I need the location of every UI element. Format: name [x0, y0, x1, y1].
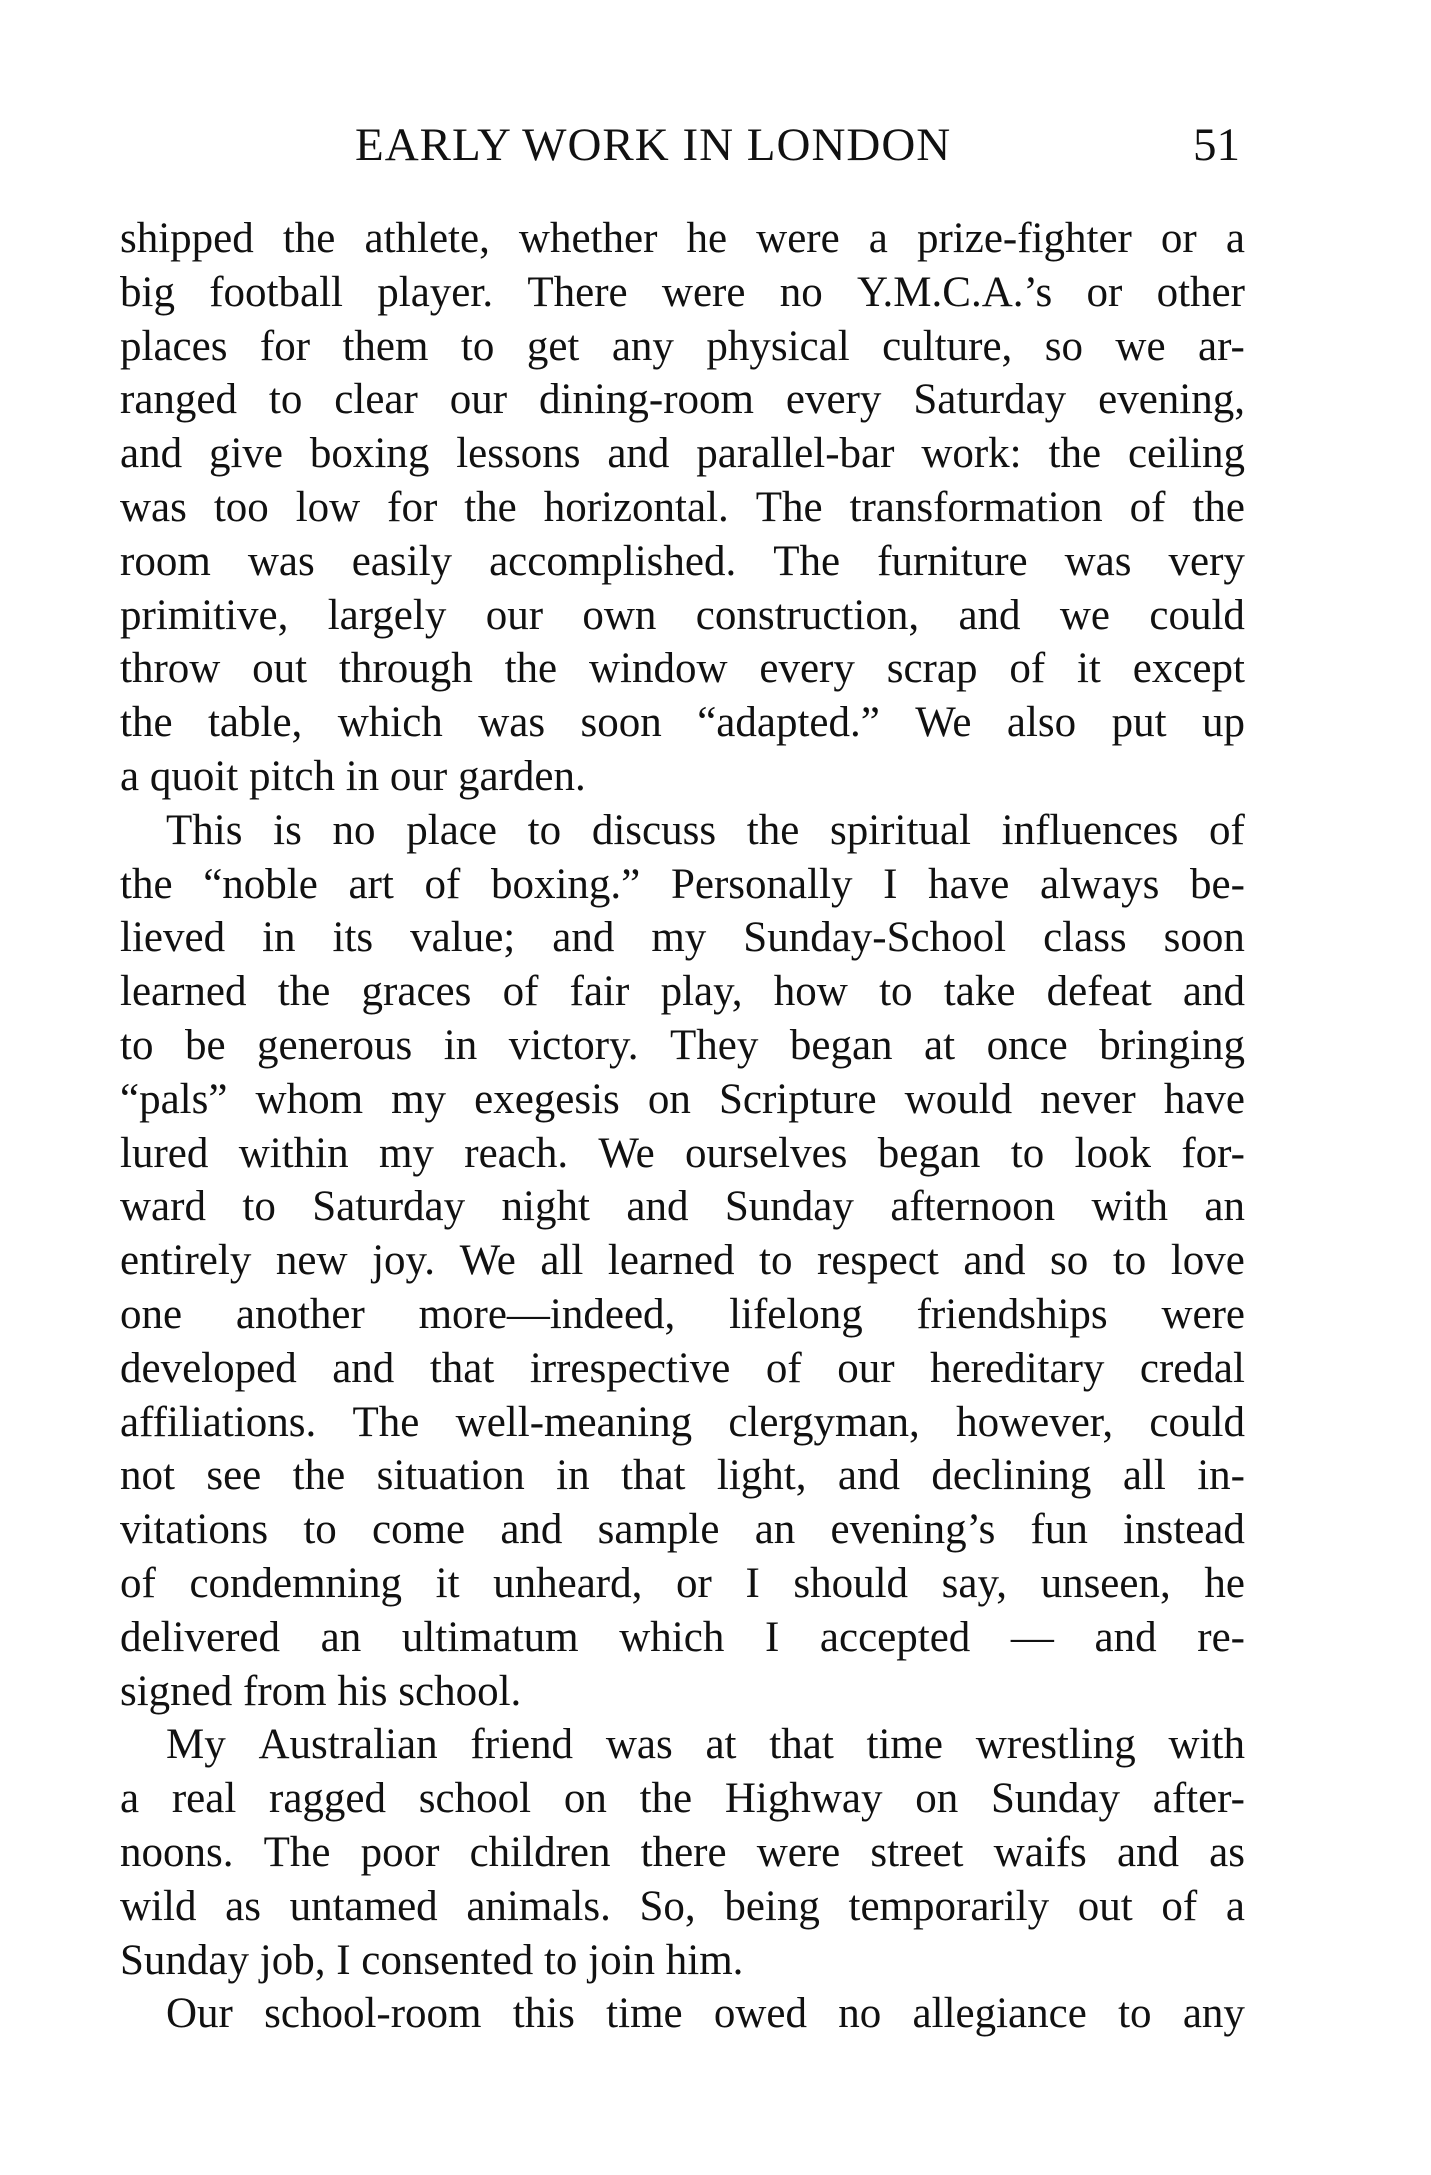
text-line: not see the situation in that light, and declining all in-: [120, 1452, 1245, 1500]
text-line: to be generous in victory. They began at once bringing: [120, 1021, 1245, 1069]
text-line: This is no place to discuss the spiritual influences of: [166, 806, 1245, 854]
text-line: noons. The poor children there were street waifs and as: [120, 1828, 1245, 1876]
text-line: throw out through the window every scrap of it except: [120, 645, 1245, 693]
text-line: lieved in its value; and my Sunday-School class soon: [120, 914, 1245, 962]
text-line: a real ragged school on the Highway on Sunday after-: [120, 1775, 1245, 1823]
text-line: of condemning it unheard, or I should say, unseen, he: [120, 1559, 1245, 1607]
text-line: delivered an ultimatum which I accepted — and re-: [120, 1613, 1245, 1661]
page-number: 51: [1193, 119, 1240, 171]
body-text: [120, 212, 1245, 2041]
text-line: signed from his school.: [120, 1667, 522, 1715]
text-line: a quoit pitch in our garden.: [120, 752, 586, 800]
text-line: “pals” whom my exegesis on Scripture would never have: [120, 1075, 1245, 1123]
text-line: the “noble art of boxing.” Personally I have always be-: [120, 860, 1245, 908]
text-line: Our school-room this time owed no allegiance to any: [166, 1990, 1245, 2038]
text-line: My Australian friend was at that time wrestling with: [166, 1721, 1245, 1769]
text-line: vitations to come and sample an evening’s fun instead: [120, 1506, 1245, 1554]
text-line: affiliations. The well-meaning clergyman, however, could: [120, 1398, 1245, 1446]
text-line: was too low for the horizontal. The transformation of the: [120, 483, 1245, 531]
text-line: wild as untamed animals. So, being temporarily out of a: [120, 1882, 1245, 1930]
text-line: entirely new joy. We all learned to respect and so to love: [120, 1237, 1245, 1285]
text-line: one another more—indeed, lifelong friendships were: [120, 1290, 1245, 1338]
text-line: big football player. There were no Y.M.C.A.’s or other: [120, 268, 1245, 316]
page-header: [355, 118, 1240, 178]
text-line: learned the graces of fair play, how to take defeat and: [120, 968, 1245, 1016]
text-line: primitive, largely our own construction, and we could: [120, 591, 1245, 639]
text-line: the table, which was soon “adapted.” We also put up: [120, 699, 1245, 747]
text-line: room was easily accomplished. The furniture was very: [120, 537, 1245, 585]
running-title: EARLY WORK IN LONDON: [355, 119, 952, 171]
text-line: and give boxing lessons and parallel-bar work: the ceiling: [120, 430, 1245, 478]
text-line: lured within my reach. We ourselves began to look for-: [120, 1129, 1245, 1177]
text-line: Sunday job, I consented to join him.: [120, 1936, 744, 1984]
text-line: places for them to get any physical culture, so we ar-: [120, 322, 1245, 370]
text-line: shipped the athlete, whether he were a prize-fighter or a: [120, 215, 1245, 262]
text-line: developed and that irrespective of our hereditary credal: [120, 1344, 1245, 1392]
text-line: ward to Saturday night and Sunday afternoon with an: [120, 1183, 1245, 1231]
text-line: ranged to clear our dining-room every Saturday evening,: [120, 376, 1245, 424]
